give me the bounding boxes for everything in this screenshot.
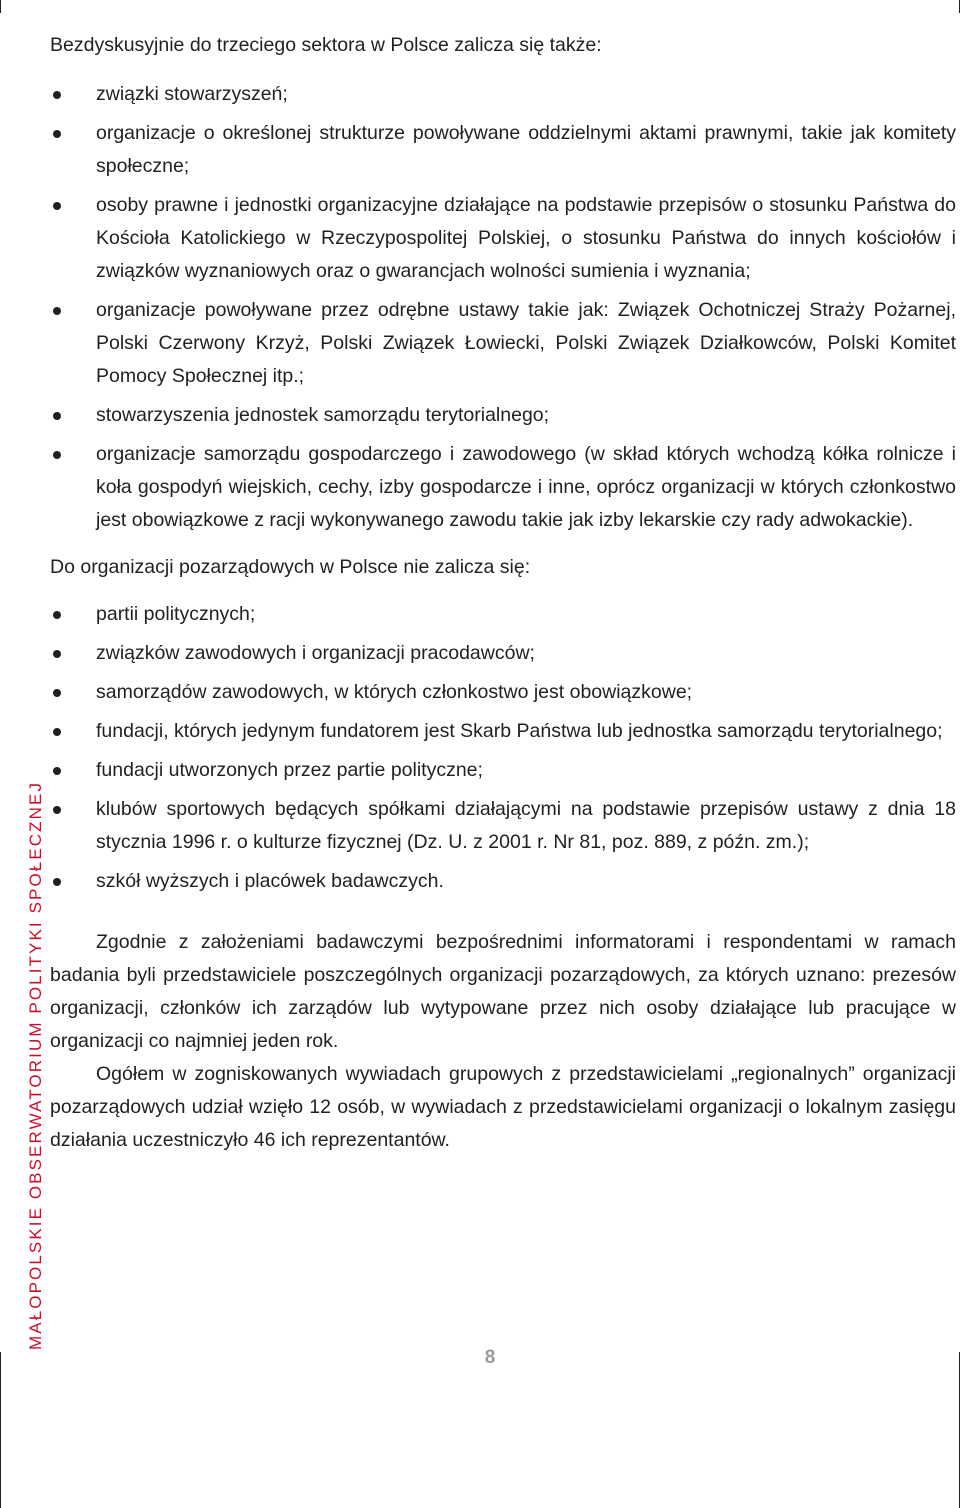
list-item: organizacje o określonej strukturze powoływane oddzielnymi aktami prawnymi, takie jak komitety społeczne;	[50, 117, 956, 183]
list-item: fundacji utworzonych przez partie polityczne;	[50, 754, 956, 787]
intro-excluded: Do organizacji pozarządowych w Polsce nie zalicza się:	[50, 556, 531, 578]
page-number: 8	[484, 1347, 496, 1368]
list-item: osoby prawne i jednostki organizacyjne działające na podstawie przepisów o stosunku Państwa do Kościoła Katolickiego w Rzeczypospolitej Polskiej, o stosunku Państwa do innych kościołów i związków wyznaniowych oraz o gwarancjach wolności sumienia i wyznania;	[50, 189, 956, 288]
page-content	[50, 29, 956, 1157]
paragraph-participants: Ogółem w zogniskowanych wywiadach grupowych z przedstawicielami „regionalnych” organizacji pozarządowych udział wzięło 12 osób, w wywiadach z przedstawicielami organizacji o lokalnym zasięgu działania uczestniczyło 46 ich reprezentantów.	[50, 1063, 956, 1151]
list-item: partii politycznych;	[50, 598, 956, 631]
list-item: szkół wyższych i placówek badawczych.	[50, 865, 956, 898]
list-item: organizacje powoływane przez odrębne ustawy takie jak: Związek Ochotniczej Straży Pożarnej, Polski Czerwony Krzyż, Polski Związek Łowiecki, Polski Związek Działkowców, Polski Komitet Pomocy Społecznej itp.;	[50, 294, 956, 393]
list-item: fundacji, których jedynym fundatorem jest Skarb Państwa lub jednostka samorządu terytorialnego;	[50, 715, 956, 748]
list-item: samorządów zawodowych, w których członkostwo jest obowiązkowe;	[50, 676, 956, 709]
list-item: klubów sportowych będących spółkami działającymi na podstawie przepisów ustawy z dnia 18 stycznia 1996 r. o kulturze fizycznej (Dz. U. z 2001 r. Nr 81, poz. 889, z późn. zm.);	[50, 793, 956, 859]
paragraph-respondents: Zgodnie z założeniami badawczymi bezpośrednimi informatorami i respondentami w ramach badania byli przedstawiciele poszczególnych organizacji pozarządowych, za których uznano: prezesów organizacji, członków ich zarządów lub wytypowane przez nich osoby działające lub pracujące w organizacji co najmniej jeden rok.	[50, 931, 956, 1052]
list-item: związki stowarzyszeń;	[50, 78, 956, 111]
intro-included: Bezdyskusyjnie do trzeciego sektora w Polsce zalicza się także:	[50, 34, 602, 56]
side-label: MAŁOPOLSKIE OBSERWATORIUM POLITYKI SPOŁECZNEJ	[26, 780, 45, 1350]
included-list	[50, 78, 956, 537]
list-item: związków zawodowych i organizacji pracodawców;	[50, 637, 956, 670]
top-border	[0, 0, 960, 13]
list-item: stowarzyszenia jednostek samorządu terytorialnego;	[50, 399, 956, 432]
bottom-left-border	[0, 1352, 1, 1508]
list-item: organizacje samorządu gospodarczego i zawodowego (w skład których wchodzą kółka rolnicze i koła gospodyń wiejskich, cechy, izby gospodarcze i inne, oprócz organizacji w których członkostwo jest obowiązkowe z racji wykonywanego zawodu takie jak izby lekarskie czy rady adwokackie).	[50, 438, 956, 537]
excluded-list	[50, 598, 956, 898]
